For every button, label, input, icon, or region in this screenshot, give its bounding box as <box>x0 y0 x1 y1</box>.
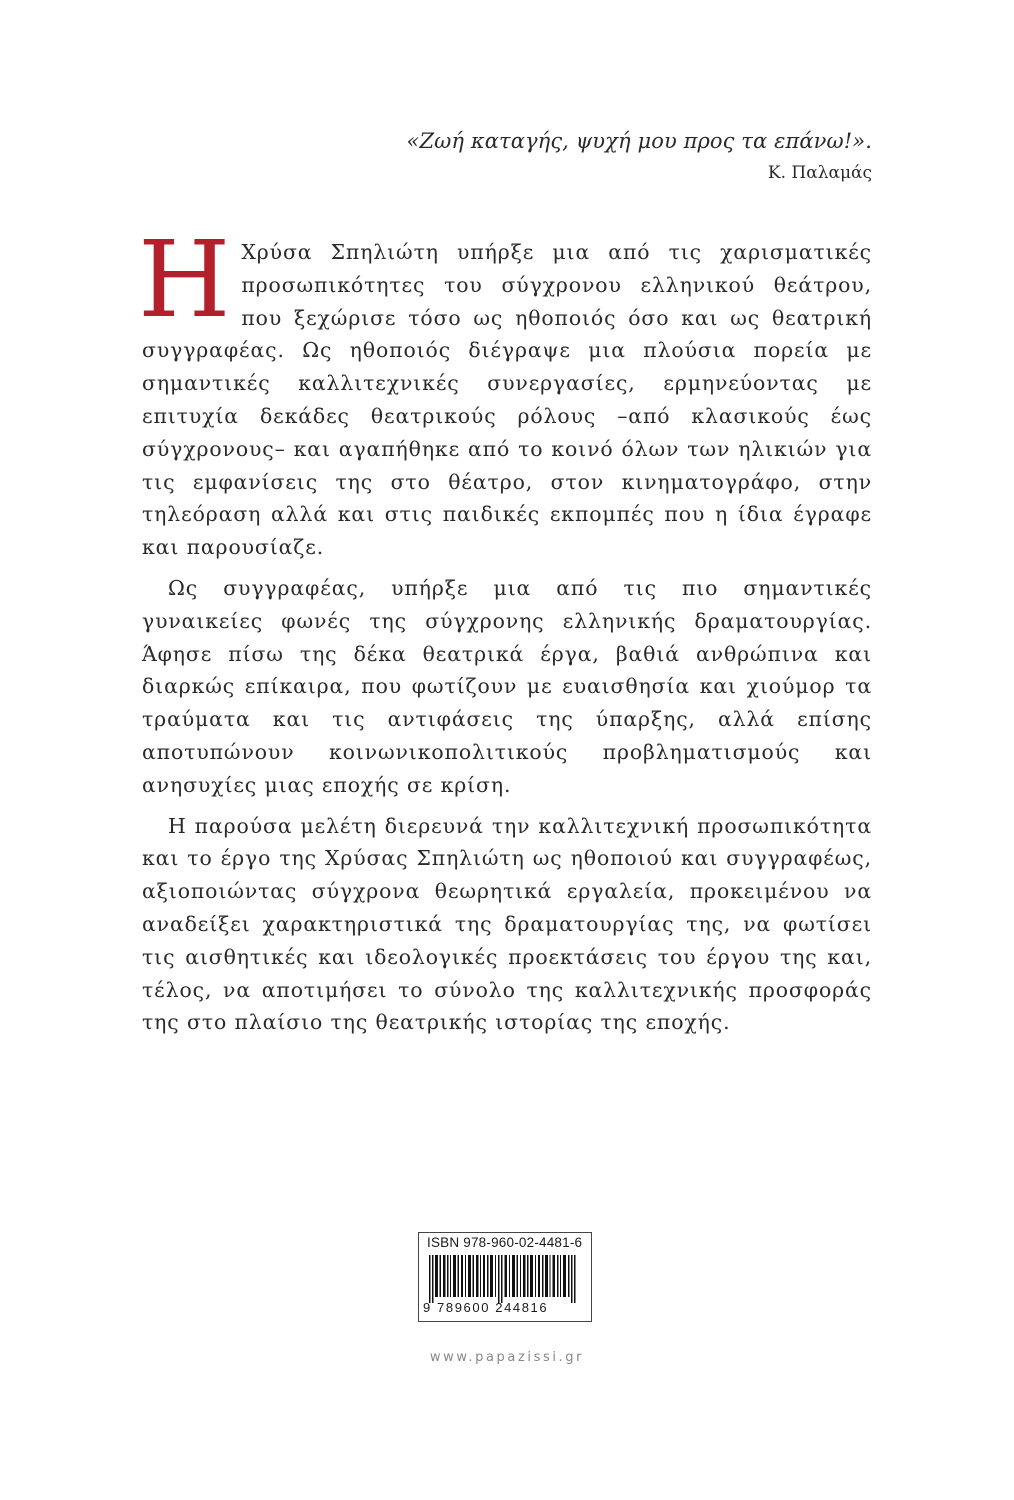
paragraph-2: Ως συγγραφέας, υπήρξε μια από τις πιο σημαντικές γυναικείες φωνές της σύγχρονης ελληνικής δραματουργίας. Άφησε πίσω της δέκα θεατρικά έργα, βαθιά ανθρώπινα και διαρκώς επίκαιρα, που φωτίζουν με ευαισθησία και χιούμορ τα τραύματα και τις αντιφάσεις της ύπαρξης, αλλά επίσης αποτυπώνουν κοινωνικοπολιτικούς προβληματισμούς και ανησυχίες μιας εποχής σε κρίση. <box>142 575 872 797</box>
paragraph-1 <box>138 218 872 564</box>
epigraph-author: Κ. Παλαμάς <box>767 163 872 183</box>
isbn-label: ISBN 978-960-02-4481-6 <box>427 1235 583 1250</box>
barcode-digits: 9 789600 244816 <box>423 1300 549 1315</box>
paragraph-3: Η παρούσα μελέτη διερευνά την καλλιτεχνική προσωπικότητα και το έργο της Χρύσας Σπηλιώτη ως ηθοποιού και συγγραφέως, αξιοποιώντας σύγχρονα θεωρητικά εργαλεία, προκειμένου να αναδείξει χαρακτηριστικά της δραματουργίας της, να φωτίσει τις αισθητικές και ιδεολογικές προεκτάσεις του έργου της και, τέλος, να αποτιμήσει το σύνολο της καλλιτεχνικής προσφοράς της στο πλαίσιο της θεατρικής ιστορίας της εποχής. <box>142 813 872 1035</box>
back-cover-blurb <box>138 218 872 1039</box>
drop-cap: Η <box>138 218 232 341</box>
epigraph-quote: «Ζωή καταγής, ψυχή μου προς τα επάνω!». <box>406 129 872 153</box>
barcode-icon <box>429 1255 581 1303</box>
isbn-barcode-box <box>418 1232 592 1322</box>
paragraph-1-text: Χρύσα Σπηλιώτη υπήρξε μια από τις χαρισματικές προσωπικότητες του σύγχρονου ελληνικού θεάτρου, που ξεχώρισε τόσο ως ηθοποιός όσο και ως θεατρική συγγραφέας. Ως ηθοποιός διέγραψε μια πλούσια πορεία με σημαντικές καλλιτεχνικές συνεργασίες, ερμηνεύοντας με επιτυχία δεκάδες θεατρικούς ρόλους –από κλασικούς έως σύγχρονους– και αγαπήθηκε από το κοινό όλων των ηλικιών για τις εμφανίσεις της στο θέατρο, στον κινηματογράφο, στην τηλεόραση αλλά και στις παιδικές εκπομπές που η ίδια έγραφε και παρουσίαζε. <box>142 240 872 560</box>
publisher-website: www.papazissi.gr <box>429 1350 585 1365</box>
epigraph <box>407 126 872 188</box>
